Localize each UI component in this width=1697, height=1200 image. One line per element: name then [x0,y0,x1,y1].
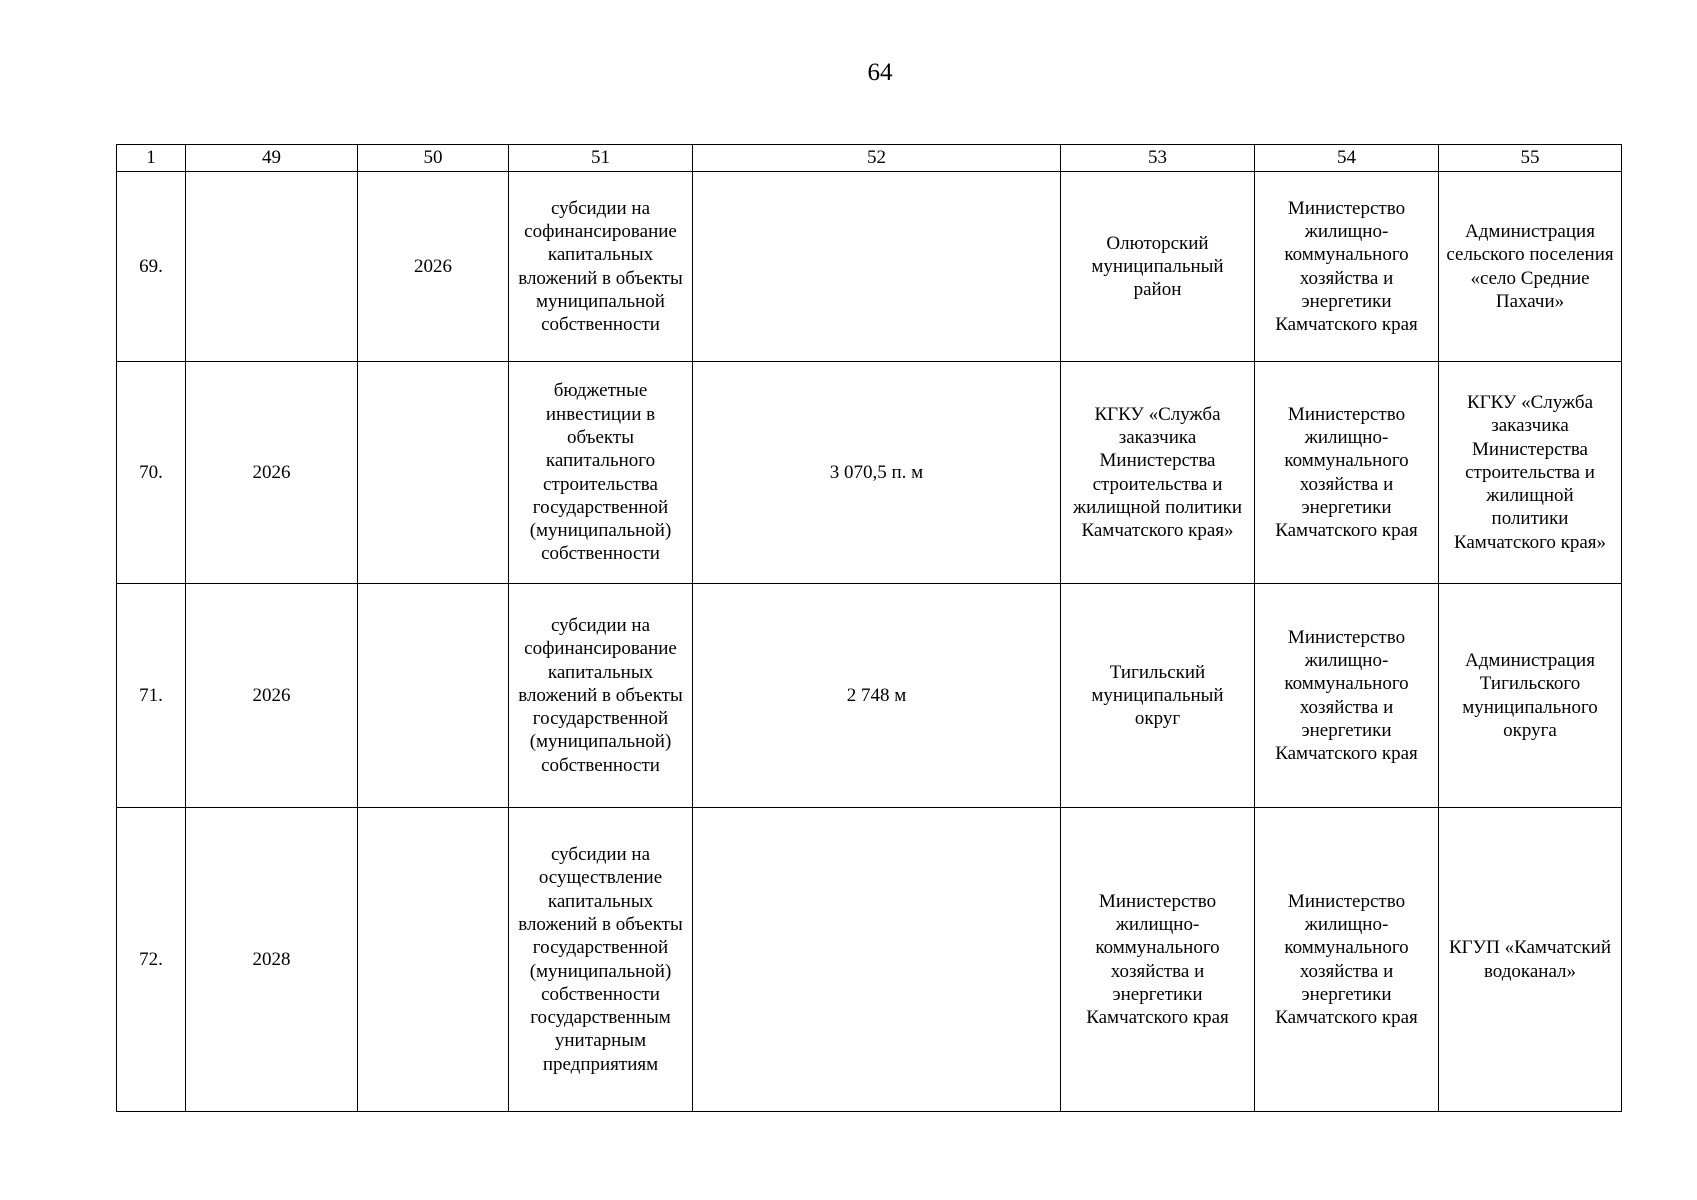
cell-col-52 [693,362,1061,584]
cell-col-52 [693,584,1061,808]
cell-col-54 [1255,584,1439,808]
page-number: 64 [867,59,893,86]
row-number-cell [117,362,186,584]
cell-col-53 [1061,362,1255,584]
cell-col-50 [358,172,509,362]
row-number-cell [117,172,186,362]
cell-text: субсидии на софинансирование капитальных вложений в объекты государственной (муниципальной) собственности [518,614,683,776]
cell-text: Олюторский муниципальный район [1091,232,1224,301]
table-row [117,808,1622,1112]
cell-text: Министерство жилищно- коммунального хозяйства и энергетики Камчатского края [1275,890,1418,1029]
cell-col-55 [1439,362,1622,584]
column-header: 49 [186,145,358,172]
cell-text: бюджетные инвестиции в объекты капитального строительства государственной (муниципальной) собственности [529,380,672,565]
cell-text: субсидии на осуществление капитальных вложений в объекты государственной (муниципальной) собственности государственным унитарным предприятиям [518,844,683,1075]
cell-text: 70. [139,461,163,483]
column-header: 55 [1439,145,1622,172]
cell-col-50 [358,584,509,808]
cell-text: 72. [139,948,163,970]
cell-text: КГКУ «Служба заказчика Министерства строительства и жилищной политики Камчатского края» [1453,391,1607,553]
column-header: 54 [1255,145,1439,172]
cell-col-51 [509,584,693,808]
column-header: 51 [509,145,693,172]
cell-text: Министерство жилищно- коммунального хозяйства и энергетики Камчатского края [1086,890,1229,1029]
cell-text: КГКУ «Служба заказчика Министерства строительства и жилищной политики Камчатского края» [1072,403,1243,542]
cell-col-52 [693,808,1061,1112]
cell-col-49 [186,172,358,362]
cell-text: КГУП «Камчатский водоканал» [1449,937,1611,982]
cell-col-51 [509,172,693,362]
cell-text: Тигильский муниципальный округ [1091,661,1224,730]
cell-col-53 [1061,584,1255,808]
cell-text: 2 748 м [846,684,907,706]
cell-text: Министерство жилищно- коммунального хозяйства и энергетики Камчатского края [1275,197,1418,336]
cell-col-49 [186,808,358,1112]
cell-col-51 [509,808,693,1112]
cell-col-54 [1255,362,1439,584]
cell-text: Министерство жилищно- коммунального хозяйства и энергетики Камчатского края [1275,403,1418,542]
cell-text: 71. [139,684,163,706]
cell-col-49 [186,362,358,584]
cell-col-54 [1255,808,1439,1112]
table-row [117,172,1622,362]
table-row [117,584,1622,808]
cell-text: 3 070,5 п. м [829,461,924,483]
cell-col-49 [186,584,358,808]
column-header: 52 [693,145,1061,172]
column-header: 53 [1061,145,1255,172]
table-row [117,362,1622,584]
column-header: 1 [117,145,186,172]
cell-text: Администрация Тигильского муниципального округа [1462,649,1598,741]
data-table [116,144,1622,1112]
cell-col-51 [509,362,693,584]
cell-text: 2026 [252,684,291,706]
cell-col-53 [1061,808,1255,1112]
cell-col-50 [358,808,509,1112]
cell-col-50 [358,362,509,584]
cell-col-52 [693,172,1061,362]
cell-col-55 [1439,172,1622,362]
cell-text: 2026 [252,461,291,483]
cell-text: 2026 [414,255,452,277]
cell-text: субсидии на софинансирование капитальных вложений в объекты муниципальной собственности [518,197,683,336]
cell-col-54 [1255,172,1439,362]
cell-text: 2028 [252,948,291,970]
row-number-cell [117,584,186,808]
cell-text: Администрация сельского поселения «село Средние Пахачи» [1446,220,1614,312]
cell-col-53 [1061,172,1255,362]
cell-col-55 [1439,584,1622,808]
cell-text: 69. [139,255,163,277]
row-number-cell [117,808,186,1112]
table-header-row [117,145,1622,172]
column-header: 50 [358,145,509,172]
cell-text: Министерство жилищно- коммунального хозяйства и энергетики Камчатского края [1275,626,1418,765]
cell-col-55 [1439,808,1622,1112]
